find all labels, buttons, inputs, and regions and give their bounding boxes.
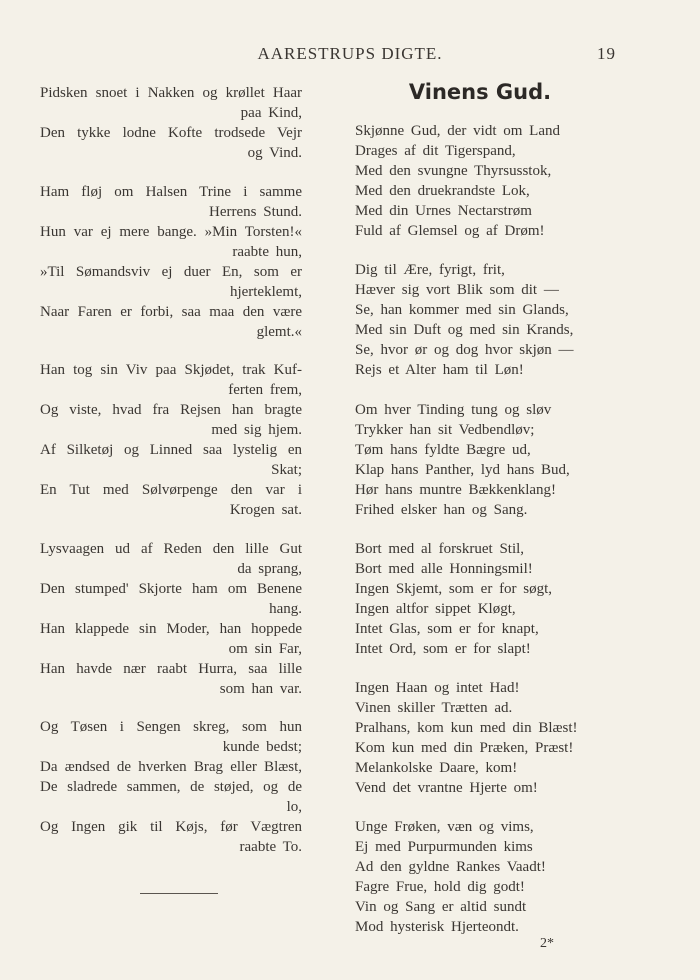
poem-line: Kom kun med din Præken, Præst! bbox=[355, 740, 574, 756]
poem-line: Melankolske Daare, kom! bbox=[355, 760, 518, 776]
poem-line: Bort med alle Honningsmil! bbox=[355, 561, 533, 577]
poem-line: Klap hans Panther, lyd hans Bud, bbox=[355, 462, 570, 478]
poem-line-continuation: med sig hjem. bbox=[211, 422, 302, 438]
poem-line-continuation: og Vind. bbox=[247, 145, 302, 161]
poem-line: Frihed elsker han og Sang. bbox=[355, 502, 528, 518]
poem-line: Om hver Tinding tung og sløv bbox=[355, 402, 552, 418]
poem-line: Med sin Duft og med sin Krands, bbox=[355, 322, 574, 338]
poem-line: Den tykke lodne Kofte trodsede Vejr bbox=[40, 125, 302, 141]
running-title: AARESTRUPS DIGTE. bbox=[257, 44, 443, 63]
poem-line: Naar Faren er forbi, saa maa den være bbox=[40, 304, 302, 320]
poem-line: Dig til Ære, fyrigt, frit, bbox=[355, 262, 505, 278]
running-header bbox=[0, 44, 700, 66]
poem-line: Vend det vrantne Hjerte om! bbox=[355, 780, 538, 796]
poem-line: Vinen skiller Trætten ad. bbox=[355, 700, 513, 716]
poem-line: Ad den gyldne Rankes Vaadt! bbox=[355, 859, 546, 875]
poem-line: Lysvaagen ud af Reden den lille Gut bbox=[40, 541, 302, 557]
poem-line: Og Tøsen i Sengen skreg, som hun bbox=[40, 719, 302, 735]
poem-line: De sladrede sammen, de støjed, og de bbox=[40, 779, 302, 795]
poem-line: Ingen Skjemt, som er for søgt, bbox=[355, 581, 553, 597]
poem-line-continuation: raabte hun, bbox=[232, 244, 302, 260]
poem-line-continuation: lo, bbox=[286, 799, 302, 815]
poem-line: Han havde nær raabt Hurra, saa lille bbox=[40, 661, 302, 677]
poem-line: Se, han kommer med sin Glands, bbox=[355, 302, 569, 318]
poem-line: Hæver sig vort Blik som dit — bbox=[355, 282, 559, 298]
poem-line: Drages af dit Tigerspand, bbox=[355, 143, 516, 159]
end-of-poem-rule bbox=[140, 893, 218, 894]
poem-line: Med den svungne Thyrsusstok, bbox=[355, 163, 552, 179]
poem-line: Og Ingen gik til Køjs, før Vægtren bbox=[40, 819, 302, 835]
poem-line-continuation: raabte To. bbox=[239, 839, 302, 855]
poem-line: Ingen altfor sippet Kløgt, bbox=[355, 601, 516, 617]
poem-line: Da ændsed de hverken Brag eller Blæst, bbox=[40, 759, 302, 775]
poem-line: Intet Glas, som er for knapt, bbox=[355, 621, 539, 637]
poem-line: Pralhans, kom kun med din Blæst! bbox=[355, 720, 578, 736]
poem-line-continuation: hang. bbox=[269, 601, 302, 617]
poem-line-continuation: da sprang, bbox=[237, 561, 302, 577]
poem-line-continuation: Krogen sat. bbox=[229, 502, 302, 518]
poem-line: Han klappede sin Moder, han hoppede bbox=[40, 621, 302, 637]
poem-line-continuation: ferten frem, bbox=[228, 382, 302, 398]
poem-line: Fagre Frue, hold dig godt! bbox=[355, 879, 525, 895]
poem-line: Ingen Haan og intet Had! bbox=[355, 680, 520, 696]
poem-line: Ej med Purpurmunden kims bbox=[355, 839, 533, 855]
poem-line: Vin og Sang er altid sundt bbox=[355, 899, 527, 915]
poem-title: Vinens Gud. bbox=[408, 80, 552, 104]
poem-line: Den stumped' Skjorte ham om Benene bbox=[40, 581, 302, 597]
poem-line: Intet Ord, som er for slapt! bbox=[355, 641, 531, 657]
poem-line: En Tut med Sølvørpenge den var i bbox=[40, 482, 302, 498]
poem-line: Unge Frøken, væn og vims, bbox=[355, 819, 534, 835]
poem-line: Og viste, hvad fra Rejsen han bragte bbox=[40, 402, 302, 418]
poem-line: Ham fløj om Halsen Trine i samme bbox=[40, 184, 302, 200]
poem-line: Se, hvor ør og dog hvor skjøn — bbox=[355, 342, 574, 358]
poem-line: Med din Urnes Nectarstrøm bbox=[355, 203, 532, 219]
poem-line: Trykker han sit Vedbendløv; bbox=[355, 422, 535, 438]
poem-line-continuation: Herrens Stund. bbox=[209, 204, 302, 220]
poem-line: Mod hysterisk Hjerteondt. bbox=[355, 919, 519, 935]
page-number: 19 bbox=[597, 44, 616, 63]
poem-line-continuation: paa Kind, bbox=[240, 105, 302, 121]
poem-line-continuation: kunde bedst; bbox=[222, 739, 302, 755]
poem-line: Rejs et Alter ham til Løn! bbox=[355, 362, 524, 378]
poem-line: Skjønne Gud, der vidt om Land bbox=[355, 123, 560, 139]
poem-line: Hør hans muntre Bækkenklang! bbox=[355, 482, 557, 498]
poem-line: Han tog sin Viv paa Skjødet, trak Kuf- bbox=[40, 362, 302, 378]
poem-line-continuation: Skat; bbox=[271, 462, 302, 478]
poem-line-continuation: glemt.« bbox=[256, 324, 302, 340]
poem-line: Med den druekrandste Lok, bbox=[355, 183, 530, 199]
poem-line: Fuld af Glemsel og af Drøm! bbox=[355, 223, 545, 239]
signature-mark: 2* bbox=[540, 936, 554, 951]
poem-line: Af Silketøj og Linned saa lystelig en bbox=[40, 442, 302, 458]
poem-line-continuation: hjerteklemt, bbox=[229, 284, 302, 300]
poem-line: »Til Sømandsviv ej duer En, som er bbox=[40, 264, 302, 280]
poem-line-continuation: om sin Far, bbox=[228, 641, 302, 657]
poem-line: Bort med al forskruet Stil, bbox=[355, 541, 525, 557]
poem-line: Tøm hans fyldte Bægre ud, bbox=[355, 442, 531, 458]
poem-line: Pidsken snoet i Nakken og krøllet Haar bbox=[40, 85, 302, 101]
poem-line-continuation: som han var. bbox=[219, 681, 302, 697]
poem-line: Hun var ej mere bange. »Min Torsten!« bbox=[40, 224, 302, 240]
